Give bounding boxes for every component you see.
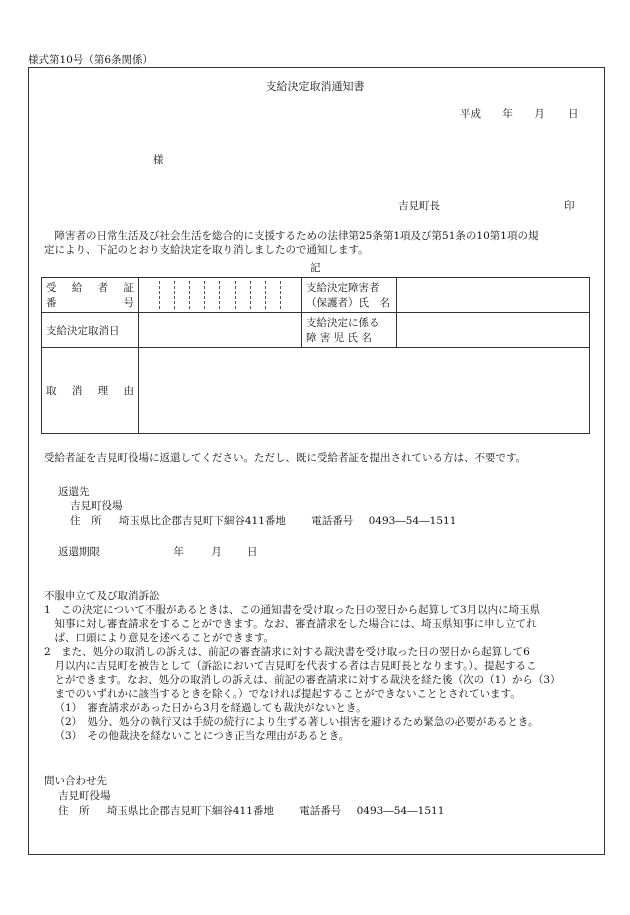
return-to-phone-label: 電話番号: [311, 515, 354, 527]
cancel-date-label: 支給決定取消日: [42, 313, 139, 348]
appeal-item1-line2: 知事に対し審査請求をすることができます。なお、審査請求をした場合には、埼玉県知事に申し立てれ: [54, 618, 537, 630]
appeal-item2-line2: 月以内に吉見町を被告として（訴訟において吉見町を代表する者は吉見町長となります。）、提起するこ: [54, 660, 537, 672]
inquiry-phone: 0493―54―1511: [356, 805, 445, 817]
recipient-cert-label: [42, 278, 139, 313]
issuer-seal: 印: [564, 200, 575, 212]
appeal-item2-line3: とができます。なお、処分の取消しの訴えは、前記の審査請求に対する裁決を経た後（次の（1）から（3）: [54, 674, 561, 686]
appeal-item2-line4: までのいずれかに該当するときを除く。）でなければ提起することができないこととされています。: [54, 688, 521, 700]
issuer-name: 吉見町長: [398, 200, 440, 212]
return-deadline-day: 日: [247, 546, 258, 558]
child-name-label-1: 支給決定に係る: [306, 317, 380, 329]
return-deadline-month: 月: [211, 546, 222, 558]
inquiry-phone-label: 電話番号: [299, 805, 342, 817]
appeal-item1-line3: ば、口頭により意見を述べることができます。: [54, 632, 275, 644]
label-char: 号: [123, 297, 134, 309]
info-table: [41, 277, 590, 434]
cancel-date-cell[interactable]: [139, 313, 302, 348]
date-month: 月: [534, 108, 545, 120]
return-deadline: [58, 544, 258, 559]
return-to-heading: 返還先: [58, 486, 90, 498]
inquiry-heading: 問い合わせ先: [44, 775, 107, 787]
date-era: 平成: [460, 108, 481, 120]
appeal-item1-line1: 1 この決定について不服があるときは、この通知書を受け取った日の翌日から起算して3月以内に埼玉県: [44, 604, 541, 616]
reason-label-row: [46, 383, 134, 398]
return-to-address: 埼玉県比企郡吉見町下細谷411番地: [118, 515, 286, 527]
disabled-person-label: [302, 278, 397, 313]
label-char: 取: [46, 385, 57, 397]
label-char: 給: [71, 282, 83, 294]
return-to-address-line: [70, 513, 456, 528]
return-to-address-label: 住 所: [70, 515, 102, 527]
label-char: 受: [46, 282, 57, 294]
disabled-person-name-cell[interactable]: [397, 278, 590, 313]
child-name-label-2: 障 害 児 氏 名: [306, 332, 372, 344]
recipient-cert-digit-boxes: [145, 281, 295, 309]
label-char: 由: [123, 385, 134, 397]
addressee-suffix: 様: [153, 154, 164, 166]
label-char: 消: [71, 385, 83, 397]
recipient-cert-label-row1: [46, 280, 134, 295]
recipient-cert-number-cell[interactable]: [139, 278, 302, 313]
label-char: 者: [97, 282, 109, 294]
appeal-section: [44, 603, 600, 743]
disabled-person-label-1: 支給決定障害者: [306, 282, 380, 294]
return-to-phone: 0493―54―1511: [368, 515, 457, 527]
label-char: 理: [97, 385, 109, 397]
document-title: 支給決定取消通知書: [265, 80, 365, 93]
body-text-line-1: 障害者の日常生活及び社会生活を総合的に支援するための法律第25条第1項及び第51条の10第1項の規: [54, 230, 539, 242]
disabled-person-label-2: （保護者）氏 名: [306, 297, 390, 309]
reason-label: [42, 348, 139, 434]
appeal-item2-line1: 2 また、処分の取消しの訴えは、前記の審査請求に対する裁決書を受け取った日の翌日から起算して6: [44, 646, 530, 658]
label-char: 番: [46, 297, 57, 309]
child-name-cell[interactable]: [397, 313, 590, 348]
recipient-cert-label-row2: [46, 295, 134, 310]
appeal-sub2: （2） 処分、処分の執行又は手続の続行により生ずる著しい損害を避けるため緊急の必要があるとき。: [54, 716, 539, 728]
return-to-office: 吉見町役場: [70, 500, 123, 512]
inquiry-office: 吉見町役場: [58, 790, 111, 802]
child-name-label: [302, 313, 397, 348]
inquiry-address-line: [58, 803, 444, 818]
body-text: [44, 229, 600, 243]
return-notice: 受給者証を吉見町役場に返還してください。ただし、既に受給者証を提出されている方は、不要です。: [44, 452, 527, 464]
date-year: 年: [502, 108, 513, 120]
form-number: 様式第10号（第6条関係）: [28, 54, 154, 66]
ki-label: 記: [310, 262, 321, 274]
label-char: 証: [123, 282, 134, 294]
appeal-sub1: （1） 審査請求があった日から3月を経過しても裁決がないとき。: [54, 702, 367, 714]
body-text-line-2: 定により、下記のとおり支給決定を取り消しましたので通知します。: [44, 244, 369, 256]
date-day: 日: [568, 108, 579, 120]
appeal-heading: 不服申立て及び取消訴訟: [44, 590, 160, 602]
date-line: [460, 106, 579, 121]
return-deadline-label: 返還期限: [58, 546, 100, 558]
inquiry-address-label: 住 所: [58, 805, 90, 817]
reason-cell[interactable]: [139, 348, 590, 434]
return-deadline-year: 年: [173, 546, 184, 558]
appeal-sub3: （3） その他裁決を経ないことにつき正当な理由があるとき。: [54, 730, 350, 742]
inquiry-address: 埼玉県比企郡吉見町下細谷411番地: [106, 805, 274, 817]
